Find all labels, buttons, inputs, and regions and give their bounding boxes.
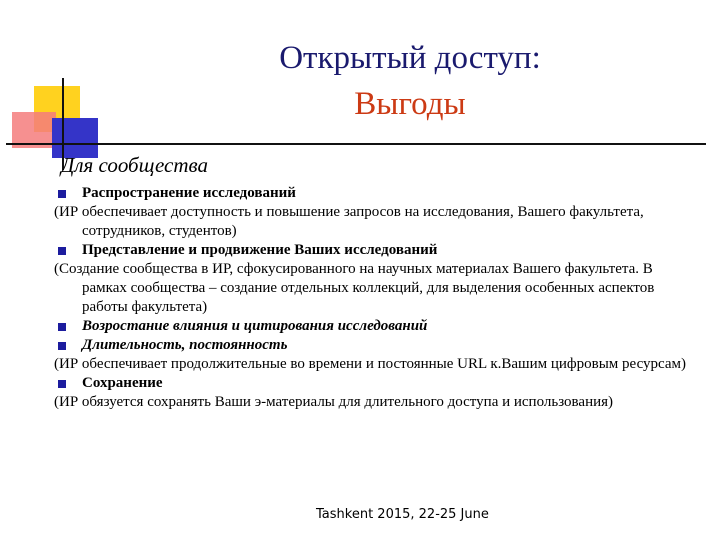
item-note: (Создание сообщества в ИР, сфокусированного на научных материалах Вашего факультета. В рамках сообщества – создание отдельных коллекций, для выделения особенных аспектов работы факультета) [54, 261, 655, 315]
item-note: (ИР обеспечивает доступность и повышение запросов на исследования, Вашего факультета, сотрудников, студентов) [54, 204, 644, 239]
square-bullet-icon [58, 380, 66, 388]
slide-title-line1: Открытый доступ: [279, 40, 541, 76]
item-label: Сохранение [82, 375, 163, 391]
square-bullet-icon [58, 342, 66, 350]
list-item [54, 374, 694, 393]
item-note: (ИР обеспечивает продолжительные во времени и постоянные URL к.Вашим цифровым ресурсам) [54, 356, 687, 372]
bullet-list [54, 184, 694, 412]
item-note: (ИР обязуется сохранять Ваши э-материалы для длительного доступа и использования) [54, 394, 614, 410]
square-bullet-icon [58, 323, 66, 331]
footer-text: Tashkent 2015, 22-25 June [316, 507, 489, 522]
list-item [54, 317, 694, 336]
item-label: Длительность, постоянность [82, 337, 288, 353]
section-subtitle: Для сообщества [61, 153, 208, 177]
item-label: Возростание влияния и цитирования исследований [82, 318, 428, 334]
square-bullet-icon [58, 190, 66, 198]
decor-horizontal-line [6, 143, 706, 145]
decor-blue-square [52, 118, 98, 158]
slide-title-line2: Выгоды [354, 86, 466, 122]
list-item [54, 336, 694, 355]
list-item [54, 184, 694, 203]
item-label: Представление и продвижение Ваших исследований [82, 242, 438, 258]
square-bullet-icon [58, 247, 66, 255]
list-item [54, 241, 694, 260]
item-label: Распространение исследований [82, 185, 296, 201]
